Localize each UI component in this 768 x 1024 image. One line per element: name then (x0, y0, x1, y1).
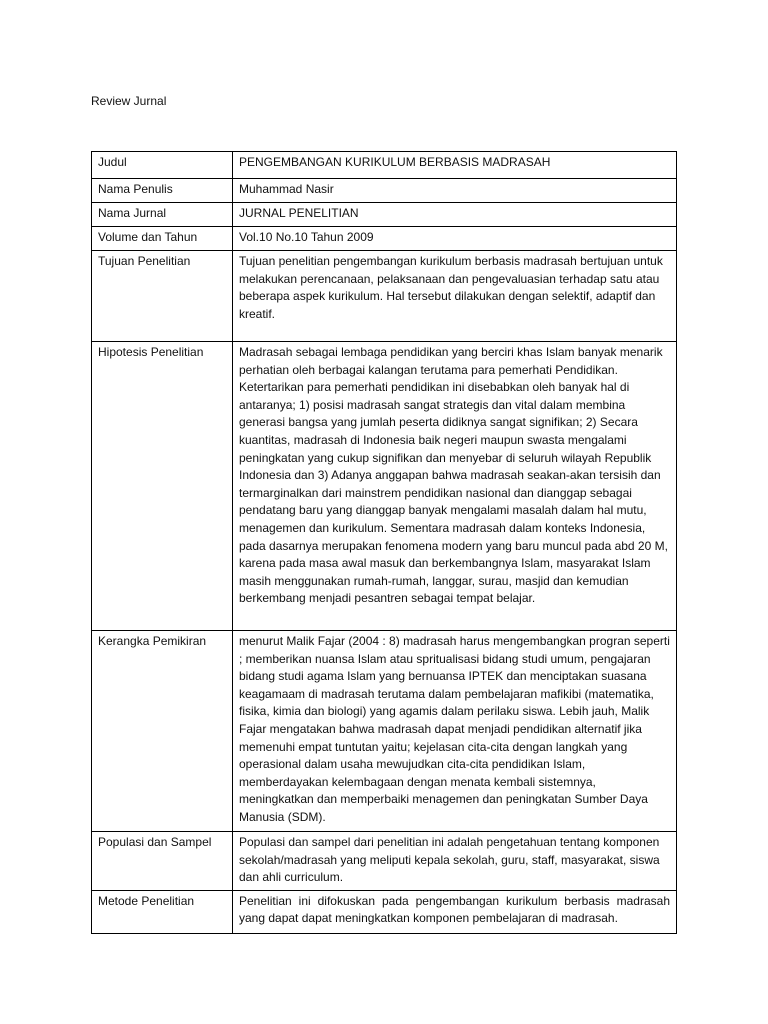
row-label: Judul (92, 152, 233, 179)
row-value: PENGEMBANGAN KURIKULUM BERBASIS MADRASAH (233, 152, 677, 179)
table-row (92, 179, 677, 203)
row-value: menurut Malik Fajar (2004 : 8) madrasah harus mengembangkan progran seperti ; memberikan nuansa Islam atau spritualisasi bidang studi umum, pengajaran bidang studi agama Islam yang bernuansa IPTEK dan menciptakan suasana keagamaam di madrasah terutama dalam pembelajaran mafikibi (matematika, fisika, kimia dan biologi) yang agamis dalam perilaku siswa. Lebih jauh, Malik Fajar mengatakan bahwa madrasah dapat menjadi pendidikan alternatif jika memenuhi empat tuntutan yaitu; kejelasan cita-cita dengan langkah yang operasional dalam usaha mewujudkan cita-cita pendidikan Islam, memberdayakan kelembagaan dengan menata kembali sistemnya, meningkatkan dan memperbaiki menagemen dan peningkatan Sumber Daya Manusia (SDM). (233, 631, 677, 832)
page-title: Review Jurnal (91, 94, 167, 108)
row-label: Metode Penelitian (92, 890, 233, 933)
table-row (92, 251, 677, 342)
row-label: Hipotesis Penelitian (92, 342, 233, 631)
row-value: Vol.10 No.10 Tahun 2009 (233, 227, 677, 251)
row-label: Volume dan Tahun (92, 227, 233, 251)
row-value: Madrasah sebagai lembaga pendidikan yang berciri khas Islam banyak menarik perhatian oleh berbagai kalangan terutama para pemerhati Pendidikan. Ketertarikan para pemerhati pendidikan ini disebabkan oleh banyak hal di antaranya; 1) posisi madrasah sangat strategis dan vital dalam membina generasi bangsa yang jumlah peserta didiknya sangat signifikan; 2) Secara kuantitas, madrasah di Indonesia baik negeri maupun swasta mengalami peningkatan yang cukup signifikan dan menyebar di seluruh wilayah Republik Indonesia dan 3) Adanya anggapan bahwa madrasah seakan-akan tersisih dan termarginalkan dari mainstrem pendidikan nasional dan dianggap sebagai pendatang baru yang dianggap banyak mengalami masalah dalam hal mutu, menagemen dan kurikulum. Sementara madrasah dalam konteks Indonesia, pada dasarnya merupakan fenomena modern yang baru muncul pada abd 20 M, karena pada masa awal masuk dan berkembangnya Islam, masyarakat Islam masih menggunakan rumah-rumah, langgar, surau, masjid dan kemudian berkembang menjadi pesantren sebagai tempat belajar. (233, 342, 677, 631)
table-row (92, 203, 677, 227)
table-row (92, 631, 677, 832)
row-label: Nama Jurnal (92, 203, 233, 227)
row-value: JURNAL PENELITIAN (233, 203, 677, 227)
table-row (92, 890, 677, 933)
row-label: Nama Penulis (92, 179, 233, 203)
row-value: Tujuan penelitian pengembangan kurikulum berbasis madrasah bertujuan untuk melakukan perencanaan, pelaksanaan dan pengevaluasian terhadap satu atau beberapa aspek kurikulum. Hal tersebut dilakukan dengan selektif, adaptif dan kreatif. (233, 251, 677, 342)
table-row (92, 342, 677, 631)
table-row (92, 152, 677, 179)
table-row (92, 227, 677, 251)
row-value: Penelitian ini difokuskan pada pengembangan kurikulum berbasis madrasah yang dapat dapat meningkatkan komponen pembelajaran di madrasah. (233, 890, 677, 933)
review-table (91, 151, 677, 934)
table-row (92, 832, 677, 891)
row-label: Tujuan Penelitian (92, 251, 233, 342)
row-value: Muhammad Nasir (233, 179, 677, 203)
row-value: Populasi dan sampel dari penelitian ini adalah pengetahuan tentang komponen sekolah/madrasah yang meliputi kepala sekolah, guru, staff, masyarakat, siswa dan ahli curriculum. (233, 832, 677, 891)
row-label: Populasi dan Sampel (92, 832, 233, 891)
row-label: Kerangka Pemikiran (92, 631, 233, 832)
